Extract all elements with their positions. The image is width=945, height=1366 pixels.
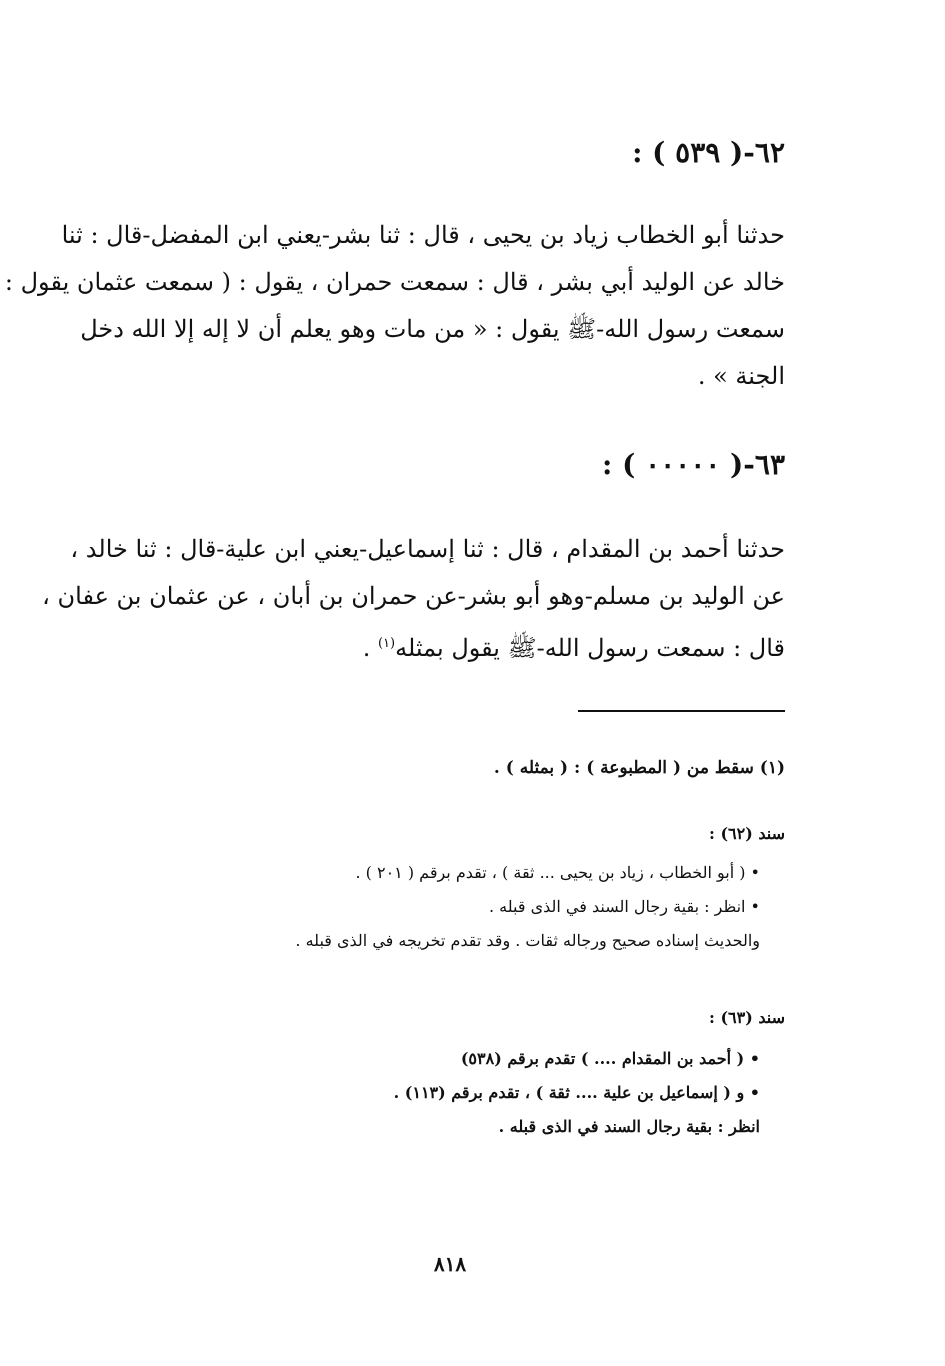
- hadith-63-text: [42, 526, 785, 672]
- sanad-62-item-2: • انظر : بقية رجال السند في الذى قبله .: [488, 897, 760, 916]
- hadith-63-line-3-text: قال : سمعت رسول الله-ﷺ يقول بمثله: [395, 634, 785, 662]
- sanad-63-title: سند (٦٣) :: [708, 1008, 785, 1027]
- hadith-62-line-3: سمعت رسول الله-ﷺ يقول : « من مات وهو يعلم أن لا إله إلا الله دخل: [80, 315, 785, 343]
- sanad-63-list: [394, 1042, 760, 1144]
- hadith-63-heading: ٦٣-( ٠٠٠٠٠ ) :: [602, 448, 785, 481]
- hadith-63-line-1: حدثنا أحمد بن المقدام ، قال : ثنا إسماعيل-يعني ابن علية-قال : ثنا خالد ،: [70, 535, 785, 563]
- sanad-62-conclusion: والحديث إسناده صحيح ورجاله ثقات . وقد تقدم تخريجه في الذى قبله .: [295, 931, 760, 950]
- footnote-divider: [578, 710, 785, 712]
- sanad-63-item-1: • ( أحمد بن المقدام .... ) تقدم برقم (٥٣٨): [460, 1049, 760, 1068]
- footnote-marker: (١): [377, 636, 396, 651]
- sanad-62-item-1: • ( أبو الخطاب ، زياد بن يحيى ... ثقة ) ، تقدم برقم ( ٢٠١ ) .: [355, 863, 760, 882]
- hadith-62-line-4: الجنة » .: [697, 362, 785, 390]
- sanad-62-list: [295, 856, 760, 958]
- page-number: ٨١٨: [433, 1252, 467, 1276]
- sanad-62-title: سند (٦٢) :: [708, 824, 785, 843]
- hadith-62-heading: ٦٢-( ٥٣٩ ) :: [632, 136, 785, 169]
- hadith-63-line-3-end: .: [362, 634, 378, 662]
- footnote-1: (١) سقط من ( المطبوعة ) : ( بمثله ) .: [493, 758, 785, 778]
- sanad-63-item-3: انظر : بقية رجال السند في الذى قبله .: [498, 1117, 760, 1136]
- hadith-63-line-2: عن الوليد بن مسلم-وهو أبو بشر-عن حمران بن أبان ، عن عثمان بن عفان ،: [42, 582, 785, 610]
- sanad-63-item-2: • و ( إسماعيل بن علية .... ثقة ) ، تقدم برقم (١١٣) .: [393, 1083, 760, 1102]
- hadith-62-line-1: حدثنا أبو الخطاب زياد بن يحيى ، قال : ثنا بشر-يعني ابن المفضل-قال : ثنا: [61, 221, 785, 249]
- hadith-63-line-3: [125, 620, 785, 672]
- hadith-62-line-2: خالد عن الوليد أبي بشر ، قال : سمعت حمران ، يقول : ( سمعت عثمان يقول :: [4, 268, 785, 296]
- hadith-62-text: [4, 212, 785, 400]
